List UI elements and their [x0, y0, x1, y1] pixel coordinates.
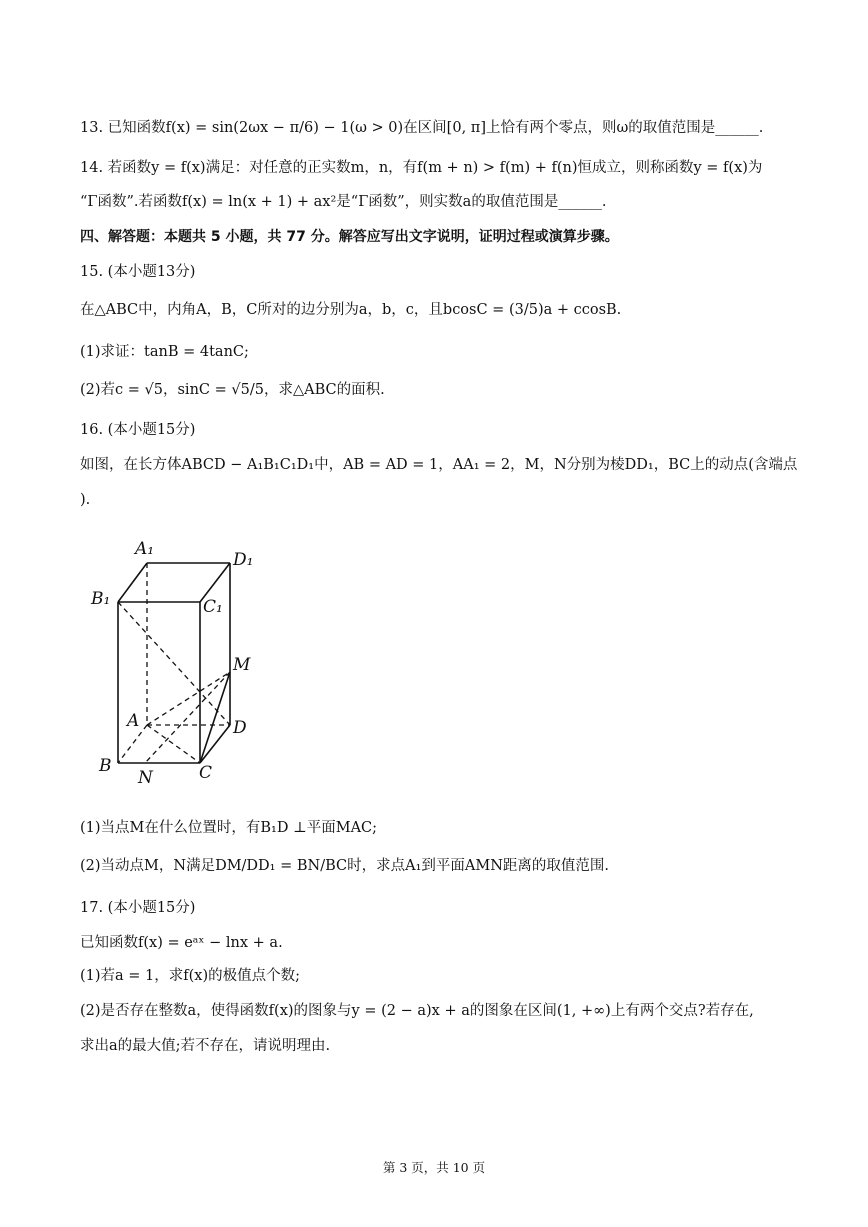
- question-17-heading: 17. (本小题15分): [80, 900, 196, 916]
- question-16-part-2: (2)当动点M，N满足DM/DD₁ = BN/BC时，求点A₁到平面AMN距离的取值范围.: [80, 858, 610, 874]
- edge-c-d: [200, 725, 230, 763]
- question-16-statement-line-1: 如图，在长方体ABCD − A₁B₁C₁D₁中，AB = AD = 1，AA₁ = 2，M，N分别为棱DD₁，BC上的动点(含端点: [80, 457, 798, 473]
- question-17-part-1: (1)若a = 1，求f(x)的极值点个数;: [80, 968, 301, 984]
- question-14-line-2: “Γ函数”.若函数f(x) = ln(x + 1) + ax²是“Γ函数”，则实数a的取值范围是______.: [80, 194, 607, 210]
- label-b1: B₁: [91, 589, 111, 609]
- question-16-part-1: (1)当点M在什么位置时，有B₁D ⊥平面MAC;: [80, 820, 378, 836]
- question-13: 13. 已知函数f(x) = sin(2ωx − π/6) − 1(ω > 0)在区间[0, π]上恰有两个零点，则ω的取值范围是______.: [80, 120, 764, 136]
- edge-b1-a1: [118, 563, 147, 602]
- question-15-heading: 15. (本小题13分): [80, 264, 196, 280]
- label-d: D: [233, 718, 247, 738]
- question-17-part-2-line-2: 求出a的最大值;若不存在，请说明理由.: [80, 1038, 331, 1054]
- question-17-part-2-line-1: (2)是否存在整数a，使得函数f(x)的图象与y = (2 − a)x + a的图象在区间(1, +∞)上有两个交点?若存在,: [80, 1003, 754, 1019]
- cuboid-figure: [85, 530, 285, 795]
- label-a1: A₁: [135, 539, 155, 559]
- section-4-heading: 四、解答题：本题共 5 小题，共 77 分。解答应写出文字说明，证明过程或演算步骤。: [80, 229, 619, 245]
- question-14-line-1: 14. 若函数y = f(x)满足：对任意的正实数m，n，有f(m + n) > f(m) + f(n)恒成立，则称函数y = f(x)为: [80, 160, 763, 176]
- label-a: A: [127, 711, 140, 731]
- question-15-part-1: (1)求证：tanB = 4tanC;: [80, 344, 249, 360]
- question-16-statement-line-2: ).: [80, 492, 91, 508]
- question-16-heading: 16. (本小题15分): [80, 422, 196, 438]
- label-c: C: [199, 763, 213, 783]
- question-15-part-2: (2)若c = √5，sinC = √5/5，求△ABC的面积.: [80, 382, 385, 398]
- question-17-statement: 已知函数f(x) = eᵃˣ − lnx + a.: [80, 935, 283, 951]
- segment-a-c: [147, 725, 200, 763]
- label-d1: D₁: [233, 550, 254, 570]
- segment-m-c: [200, 672, 230, 763]
- label-b: B: [99, 756, 112, 776]
- label-n: N: [138, 768, 153, 788]
- segment-a-m: [147, 672, 230, 725]
- page-footer: 第 3 页，共 10 页: [382, 1160, 486, 1175]
- segment-b1-d: [118, 602, 230, 725]
- label-c1: C₁: [203, 597, 223, 617]
- label-m: M: [233, 655, 251, 675]
- question-15-statement: 在△ABC中，内角A，B，C所对的边分别为a，b，c，且bcosC = (3/5)a + ccosB.: [80, 302, 622, 318]
